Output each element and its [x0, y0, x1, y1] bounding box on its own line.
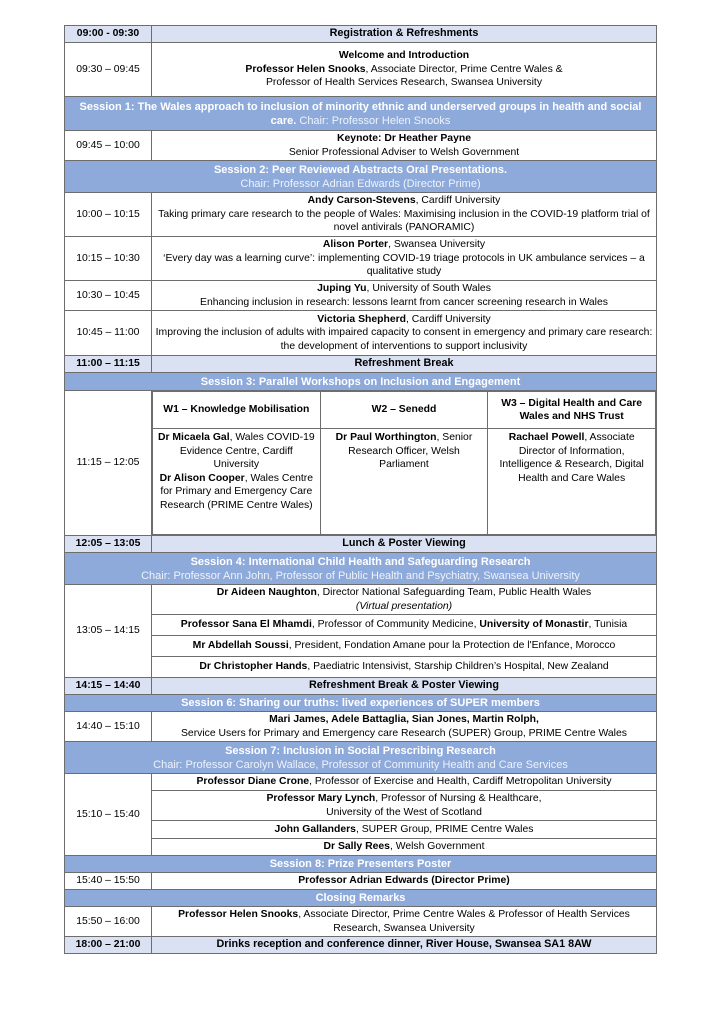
workshop-2-speakers — [320, 429, 488, 535]
item-title: Refreshment Break — [152, 356, 657, 373]
workshop-1-title: W1 – Knowledge Mobilisation — [153, 392, 321, 429]
speaker-name: Alison Porter — [322, 239, 389, 251]
speaker-affiliation: , Wales COVID-19 Evidence Centre, Cardiff University — [179, 432, 315, 470]
speaker-affiliation: Professor of Health Services Research, Swansea University — [265, 77, 543, 89]
item-content — [152, 712, 657, 742]
break-row — [65, 356, 657, 373]
session-title-text: Session 1: The Wales approach to inclusion of minority ethnic and underserved groups in health and social care. — [79, 100, 642, 127]
session-title: Session 3: Parallel Workshops on Inclusion and Engagement — [65, 373, 657, 391]
speaker-affiliation: , Director National Safeguarding Team, Public Health Wales — [316, 587, 592, 598]
speaker-affiliation: , Professor of Nursing & Healthcare, — [375, 793, 542, 804]
speaker-name: Dr Christopher Hands — [199, 661, 308, 673]
item-content — [152, 791, 657, 821]
time-cell: 14:15 – 14:40 — [65, 678, 152, 695]
session-4-header — [65, 553, 657, 585]
item-content — [152, 839, 657, 856]
speaker-name: Professor Helen Snooks — [178, 909, 299, 920]
item-content — [152, 237, 657, 281]
item-title: Drinks reception and conference dinner, River House, Swansea SA1 8AW — [152, 937, 657, 954]
session-8-header — [65, 856, 657, 873]
time-cell: 09:30 – 09:45 — [65, 43, 152, 97]
time-cell: 15:50 – 16:00 — [65, 907, 152, 937]
workshops-table — [152, 391, 656, 535]
time-cell: 10:30 – 10:45 — [65, 281, 152, 311]
speaker-name: Dr Paul Worthington — [335, 432, 437, 443]
item-content — [152, 311, 657, 356]
session-1-header — [65, 97, 657, 131]
speaker-name: Professor Diane Crone — [196, 776, 310, 788]
speaker-name: Mr Abdellah Soussi — [192, 640, 289, 652]
speaker-name: Dr Sally Rees — [323, 841, 390, 853]
session-7-talk-row — [65, 791, 657, 821]
speaker-affiliation: , Welsh Government — [389, 841, 485, 853]
speaker-name: Juping Yu — [317, 283, 367, 294]
item-content — [152, 774, 657, 791]
time-cell: 11:15 – 12:05 — [65, 391, 152, 536]
session-4-talk-row — [65, 636, 657, 657]
time-cell: 09:00 - 09:30 — [65, 26, 152, 43]
session-title — [65, 97, 657, 131]
time-cell: 11:00 – 11:15 — [65, 356, 152, 373]
speaker-name: Professor Helen Snooks — [245, 63, 366, 75]
item-content — [152, 193, 657, 237]
time-cell: 10:00 – 10:15 — [65, 193, 152, 237]
session-title: Closing Remarks — [65, 890, 657, 907]
lunch-row — [65, 536, 657, 553]
session-title-text: Session 2: Peer Reviewed Abstracts Oral Presentations. — [213, 163, 508, 176]
workshop-3-speakers — [488, 429, 656, 535]
session-6-header — [65, 695, 657, 712]
session-4-talk-row — [65, 615, 657, 636]
closing-remarks-header — [65, 890, 657, 907]
session-7-header — [65, 742, 657, 774]
speaker-affiliation: , Professor of Exercise and Health, Cardiff Metropolitan University — [309, 776, 612, 788]
item-content: Professor Sana El Mhamdi, Professor of Community Medicine, University of Monastir, Tunisia — [152, 615, 657, 636]
speaker-name: Rachael Powell — [508, 432, 585, 443]
talk-title: Taking primary care research to the people of Wales: Maximising inclusion in the COVID-19 platform trial of novel antivirals (PANORAMIC) — [158, 208, 650, 234]
workshop-2-title: W2 – Senedd — [320, 392, 488, 429]
workshops-cell — [152, 391, 657, 536]
session-title: Session 6: Sharing our truths: lived experiences of SUPER members — [65, 695, 657, 712]
session-chair: Chair: Professor Adrian Edwards (Director Prime) — [240, 177, 481, 190]
speaker-names: Mari James, Adele Battaglia, Sian Jones, Martin Rolph, — [269, 714, 539, 725]
closing-row — [65, 907, 657, 937]
item-title: Professor Adrian Edwards (Director Prime) — [152, 873, 657, 890]
speaker-affiliation: , Swansea University — [388, 239, 486, 251]
talk-title: Enhancing inclusion in research: lessons learnt from cancer screening research in Wales — [200, 296, 608, 308]
speaker-affiliation: , Senior Research Officer, Welsh Parliament — [348, 432, 473, 470]
speaker-affiliation: , Wales Centre for Primary and Emergency Care Research (PRIME Centre Wales) — [160, 472, 314, 511]
speaker-name: Andy Carson-Stevens — [307, 195, 416, 207]
item-title: Registration & Refreshments — [152, 26, 657, 43]
presentation-note: (Virtual presentation) — [355, 600, 453, 612]
presentation-row — [65, 281, 657, 311]
agenda-table — [64, 25, 657, 954]
workshops-speakers-row — [153, 429, 656, 535]
session-2-header — [65, 161, 657, 193]
session-4-talk-row — [65, 657, 657, 678]
presentation-row — [65, 193, 657, 237]
item-content — [152, 585, 657, 615]
session-chair: Chair: Professor Helen Snooks — [296, 114, 451, 127]
item-content — [152, 43, 657, 97]
speaker-affiliation: , Cardiff University — [406, 313, 491, 325]
prize-row — [65, 873, 657, 890]
speaker-name: Professor Mary Lynch — [266, 793, 376, 804]
time-cell: 12:05 – 13:05 — [65, 536, 152, 553]
time-cell: 14:40 – 15:10 — [65, 712, 152, 742]
item-content — [152, 821, 657, 839]
speaker-affiliation: , Professor of Community Medicine — [311, 619, 474, 631]
item-content — [152, 907, 657, 937]
item-content — [152, 657, 657, 678]
item-content — [152, 131, 657, 161]
speaker-affiliation: , SUPER Group, PRIME Centre Wales — [355, 823, 534, 835]
presentation-row — [65, 311, 657, 356]
speaker-affiliation: Senior Professional Adviser to Welsh Government — [288, 146, 520, 158]
speaker-name: Victoria Shepherd — [317, 313, 407, 325]
session-title: Session 8: Prize Presenters Poster — [65, 856, 657, 873]
speaker-affiliation: Service Users for Primary and Emergency care Research (SUPER) Group, PRIME Centre Wales — [181, 727, 627, 739]
session-3-header — [65, 373, 657, 391]
keynote-row — [65, 131, 657, 161]
workshop-1-speakers — [153, 429, 321, 535]
speaker-organisation: University of Monastir — [479, 619, 589, 631]
session-7-talk-row — [65, 774, 657, 791]
speaker-affiliation: , Associate Director, Prime Centre Wales & — [365, 63, 563, 75]
item-content — [152, 281, 657, 311]
session-title-text: Session 4: International Child Health and Safeguarding Research — [190, 555, 531, 568]
item-content — [152, 636, 657, 657]
session-chair: Chair: Professor Carolyn Wallace, Professor of Community Health and Care Services — [153, 758, 568, 771]
session-4-talk-row — [65, 585, 657, 615]
super-members-row — [65, 712, 657, 742]
speaker-affiliation: , Associate Director, Prime Centre Wales & Professor of Health Services Research, Swansea University — [298, 909, 630, 934]
time-cell: 10:45 – 11:00 — [65, 311, 152, 356]
speaker-name: Dr Alison Cooper — [159, 472, 245, 484]
speaker-name: Professor Sana El Mhamdi — [180, 619, 312, 631]
workshop-3-title: W3 – Digital Health and Care Wales and NHS Trust — [488, 392, 656, 429]
speaker-affiliation: University of the West of Scotland — [326, 806, 482, 818]
time-cell: 13:05 – 14:15 — [65, 585, 152, 678]
welcome-row — [65, 43, 657, 97]
item-title: Refreshment Break & Poster Viewing — [152, 678, 657, 695]
item-title: Keynote: Dr Heather Payne — [337, 133, 471, 144]
speaker-name: John Gallanders — [274, 823, 356, 835]
break-row — [65, 678, 657, 695]
speaker-affiliation: , Paediatric Intensivist, Starship Children’s Hospital, New Zealand — [307, 661, 609, 673]
workshops-row — [65, 391, 657, 536]
speaker-affiliation: , Associate Director of Information, Intelligence & Research, Digital Health and Care Wales — [499, 432, 644, 484]
time-cell: 09:45 – 10:00 — [65, 131, 152, 161]
session-title-text: Session 7: Inclusion in Social Prescribing Research — [225, 744, 496, 757]
registration-row — [65, 26, 657, 43]
speaker-name: Dr Aideen Naughton — [216, 587, 317, 598]
time-cell: 15:10 – 15:40 — [65, 774, 152, 856]
speaker-affiliation: , University of South Wales — [366, 283, 491, 294]
presentation-row — [65, 237, 657, 281]
session-7-talk-row — [65, 821, 657, 839]
session-title — [65, 161, 657, 193]
session-title — [65, 553, 657, 585]
dinner-row — [65, 937, 657, 954]
item-title: Lunch & Poster Viewing — [152, 536, 657, 553]
talk-title: Improving the inclusion of adults with impaired capacity to consent in emergency and primary care research: the development of interventions to support inclusivity — [155, 327, 653, 352]
speaker-location: , Tunisia — [588, 619, 628, 631]
session-title — [65, 742, 657, 774]
session-chair: Chair: Professor Ann John, Professor of Public Health and Psychiatry, Swansea University — [141, 569, 580, 582]
workshops-header-row — [153, 392, 656, 429]
speaker-affiliation: , President, Fondation Amane pour la Protection de l'Enfance, Morocco — [288, 640, 616, 652]
speaker-name: Dr Micaela Gal — [157, 432, 230, 443]
item-title: Welcome and Introduction — [338, 50, 470, 62]
talk-title: ‘Every day was a learning curve’: implementing COVID-19 triage protocols in UK ambulance services – a qualitative study — [163, 252, 645, 278]
time-cell: 10:15 – 10:30 — [65, 237, 152, 281]
time-cell: 18:00 – 21:00 — [65, 937, 152, 954]
speaker-affiliation: , Cardiff University — [415, 195, 501, 207]
session-7-talk-row — [65, 839, 657, 856]
time-cell: 15:40 – 15:50 — [65, 873, 152, 890]
